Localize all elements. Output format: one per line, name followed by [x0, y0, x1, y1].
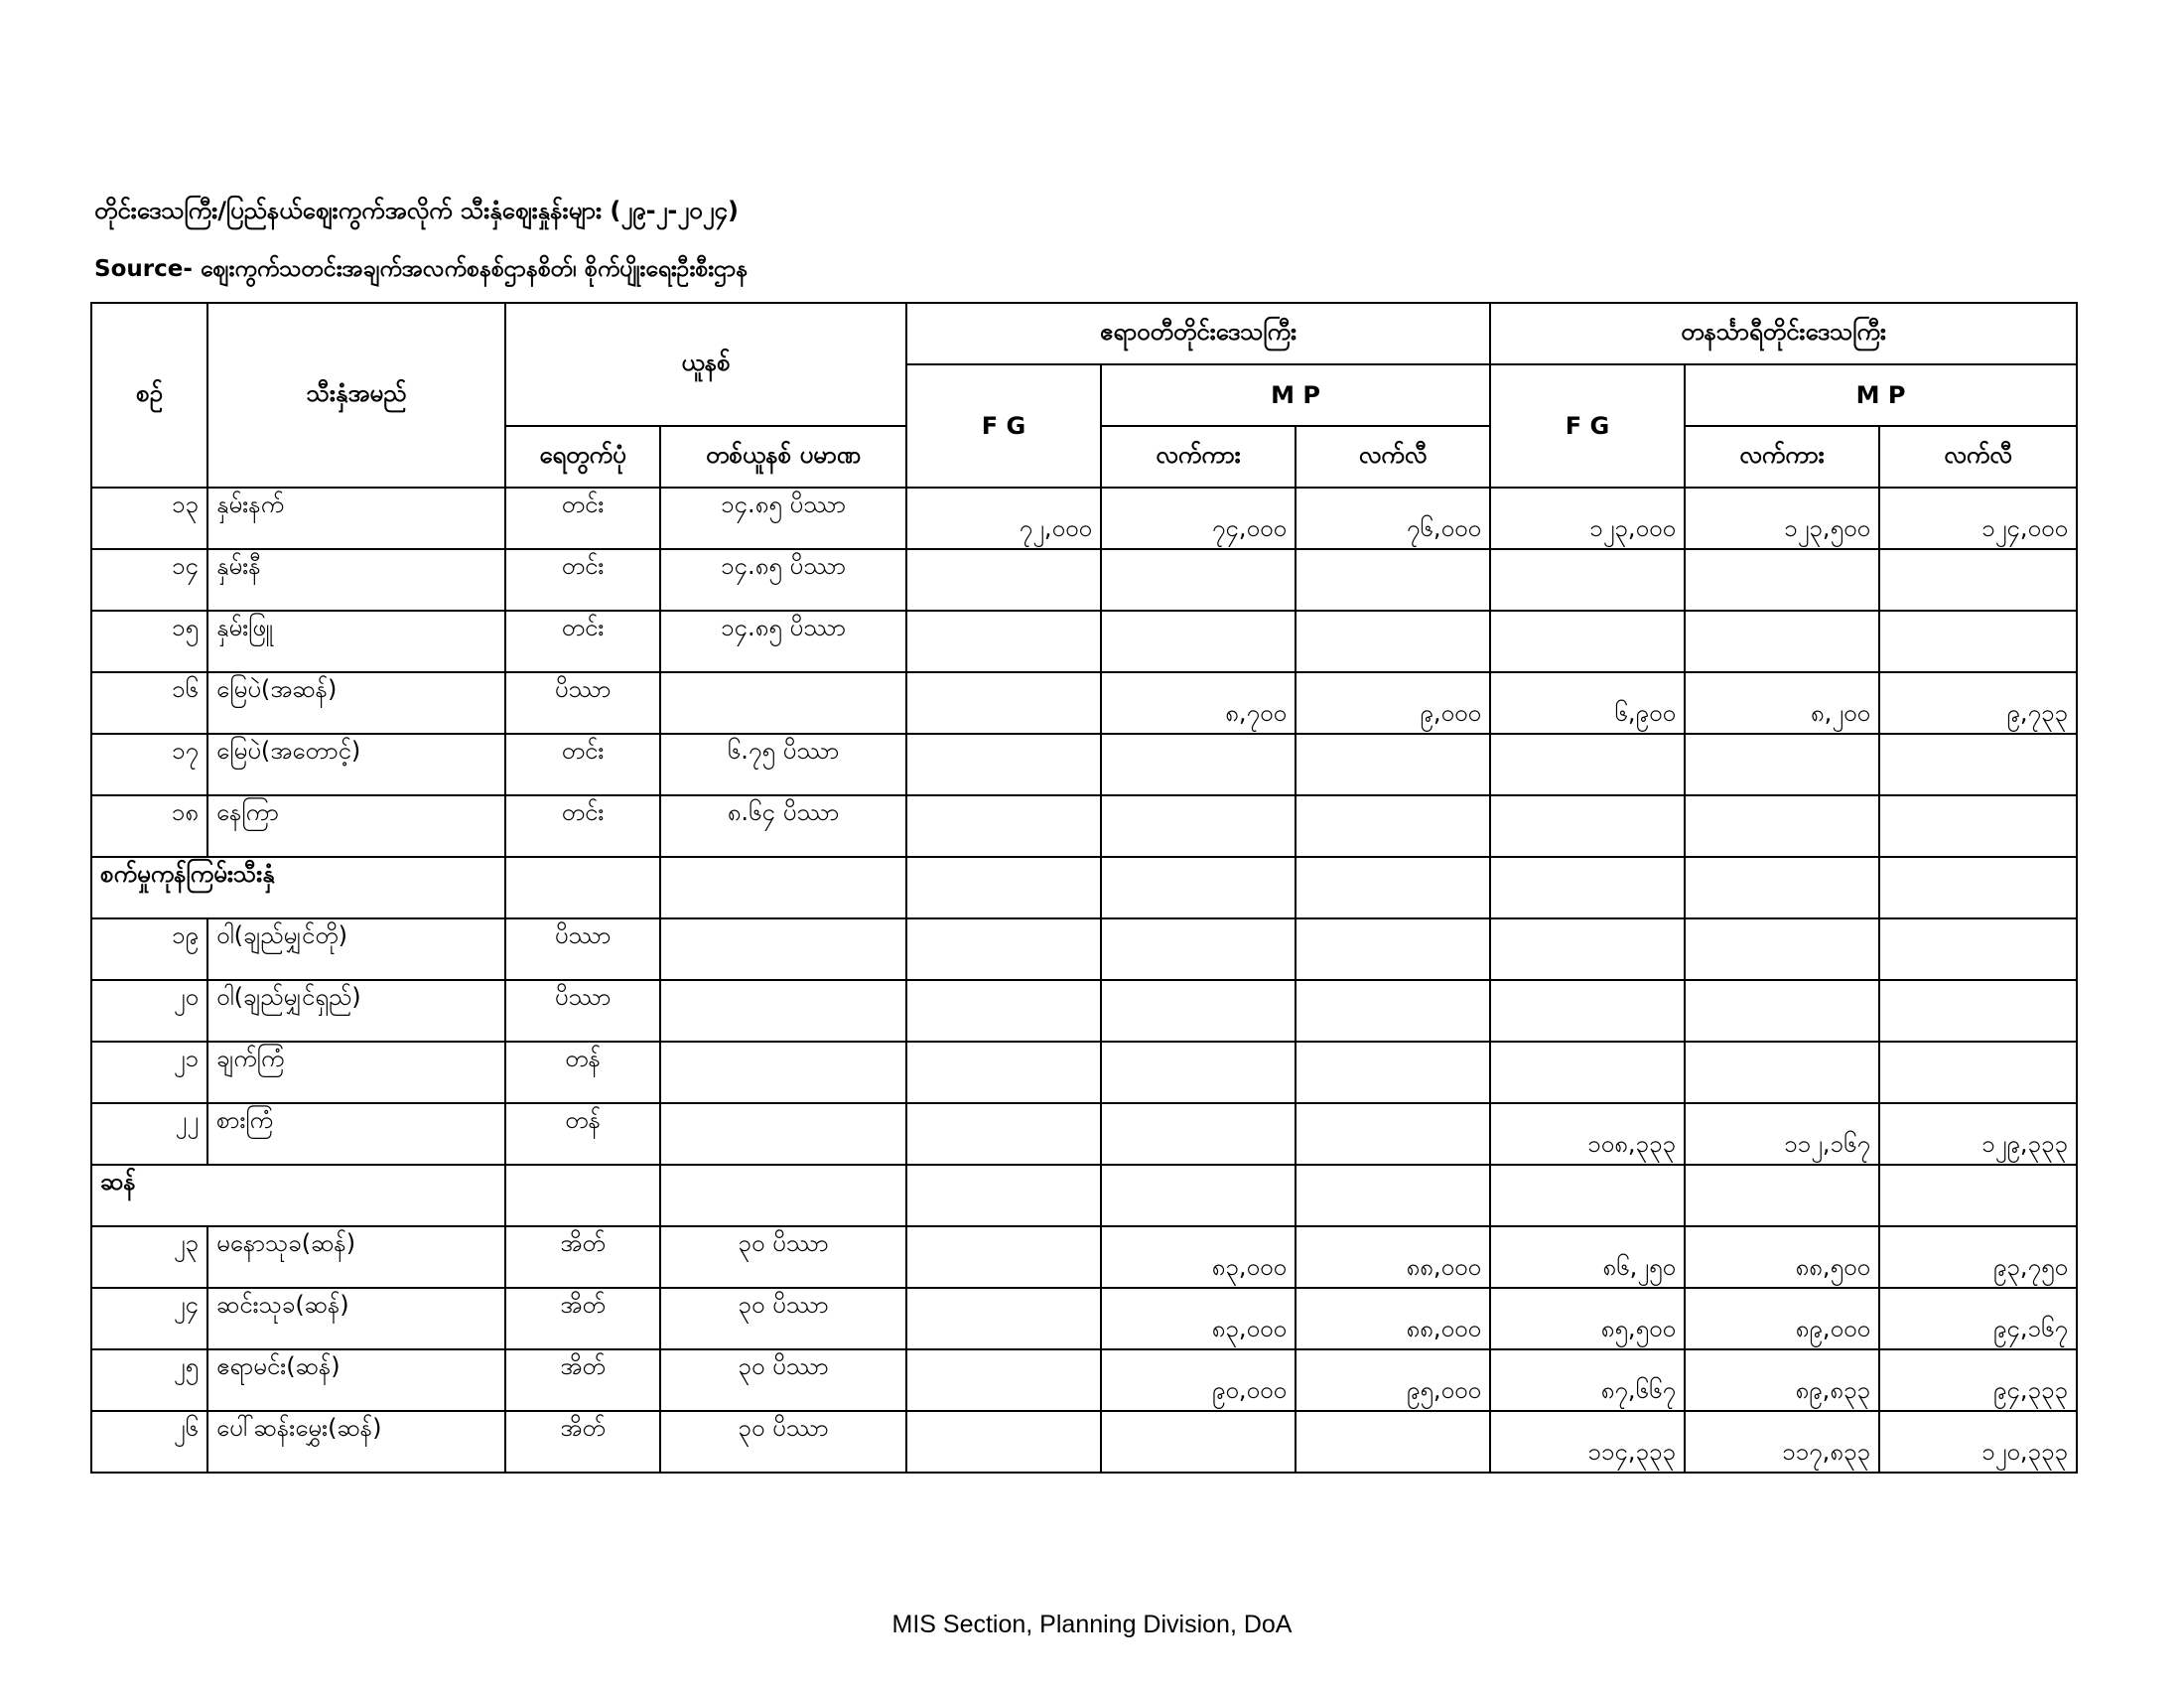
price-fg-region1 — [906, 918, 1101, 980]
price-fg-region1 — [906, 549, 1101, 611]
price-fg-region2 — [1490, 734, 1685, 795]
header-mp-region1: M P — [1101, 364, 1490, 426]
row-crop-name: ပေါ်ဆန်းမွှေး(ဆန်) — [207, 1411, 505, 1473]
row-crop-name: မြေပဲ(အဆန်) — [207, 672, 505, 734]
row-unit-weight: ၈.၆၄ ပိဿာ — [660, 795, 906, 857]
price-retail-region2 — [1879, 918, 2077, 980]
header-retail-region2: လက်လီ — [1879, 426, 2077, 488]
price-retail-region2: ၉၄,၁၆၇ — [1879, 1288, 2077, 1349]
row-crop-name: ဧရာမင်း(ဆန်) — [207, 1349, 505, 1411]
row-market-unit: တန် — [505, 1042, 660, 1103]
price-fg-region2: ၈၅,၅၀၀ — [1490, 1288, 1685, 1349]
header-mp-region2: M P — [1685, 364, 2077, 426]
price-fg-region1 — [906, 795, 1101, 857]
row-market-unit: အိတ် — [505, 1349, 660, 1411]
price-wholesale-region2: ၈၉,၈၃၃ — [1685, 1349, 1879, 1411]
price-fg-region1 — [906, 1349, 1101, 1411]
price-retail-region2: ၁၂၄,၀၀၀ — [1879, 488, 2077, 549]
row-market-unit: တင်း — [505, 734, 660, 795]
row-sn: ၁၃ — [91, 488, 207, 549]
row-crop-name: နှမ်းနက် — [207, 488, 505, 549]
price-wholesale-region1 — [1101, 1042, 1296, 1103]
price-retail-region1 — [1296, 1103, 1490, 1165]
row-crop-name: နှမ်းဖြူ — [207, 611, 505, 672]
row-market-unit: တင်း — [505, 488, 660, 549]
row-sn: ၁၆ — [91, 672, 207, 734]
price-fg-region2 — [1490, 795, 1685, 857]
section-label: ဆန် — [91, 1165, 505, 1226]
price-fg-region1 — [906, 1042, 1101, 1103]
row-crop-name: နှမ်းနီ — [207, 549, 505, 611]
row-unit-weight: ၃၀ ပိဿာ — [660, 1349, 906, 1411]
row-crop-name: မနောသုခ(ဆန်) — [207, 1226, 505, 1288]
empty-cell — [1879, 857, 2077, 918]
row-crop-name: စားကြံ — [207, 1103, 505, 1165]
price-fg-region1 — [906, 980, 1101, 1042]
table-row — [91, 734, 2077, 795]
price-retail-region1 — [1296, 1411, 1490, 1473]
price-retail-region1: ၉၅,၀၀၀ — [1296, 1349, 1490, 1411]
price-wholesale-region2 — [1685, 549, 1879, 611]
price-wholesale-region2: ၁၁၇,၈၃၃ — [1685, 1411, 1879, 1473]
price-wholesale-region2: ၈၉,၀၀၀ — [1685, 1288, 1879, 1349]
header-unit-weight: တစ်ယူနစ် ပမာဏ — [660, 426, 906, 488]
table-row — [91, 1411, 2077, 1473]
row-unit-weight: ၃၀ ပိဿာ — [660, 1411, 906, 1473]
price-fg-region2: ၈၆,၂၅၀ — [1490, 1226, 1685, 1288]
source-line: Source- ဈေးကွက်သတင်းအချက်အလက်စနစ်ဌာနစိတ်၊ စိုက်ပျိုးရေးဦးစီးဌာန — [94, 256, 749, 282]
price-fg-region1 — [906, 611, 1101, 672]
section-label: စက်မှုကုန်ကြမ်းသီးနှံ — [91, 857, 505, 918]
price-retail-region2 — [1879, 549, 2077, 611]
empty-cell — [1296, 857, 1490, 918]
row-sn: ၂၁ — [91, 1042, 207, 1103]
header-region-tanintharyi: တနင်္သာရီတိုင်းဒေသကြီး — [1490, 303, 2077, 364]
table-row — [91, 1349, 2077, 1411]
price-retail-region1 — [1296, 795, 1490, 857]
price-fg-region2 — [1490, 1042, 1685, 1103]
price-retail-region1 — [1296, 611, 1490, 672]
price-retail-region1 — [1296, 918, 1490, 980]
table-row — [91, 1226, 2077, 1288]
table-row — [91, 672, 2077, 734]
row-sn: ၂၂ — [91, 1103, 207, 1165]
empty-cell — [1101, 1165, 1296, 1226]
price-retail-region1 — [1296, 980, 1490, 1042]
row-unit-weight: ၃၀ ပိဿာ — [660, 1288, 906, 1349]
row-unit-weight — [660, 980, 906, 1042]
row-market-unit: တင်း — [505, 795, 660, 857]
row-market-unit: ပိဿာ — [505, 918, 660, 980]
row-market-unit: အိတ် — [505, 1226, 660, 1288]
price-retail-region1 — [1296, 1042, 1490, 1103]
row-crop-name: ချက်ကြံ — [207, 1042, 505, 1103]
price-wholesale-region2: ၁၂၃,၅၀၀ — [1685, 488, 1879, 549]
section-row — [91, 857, 2077, 918]
empty-cell — [1101, 857, 1296, 918]
price-wholesale-region1: ၇၄,၀၀၀ — [1101, 488, 1296, 549]
price-wholesale-region1 — [1101, 1411, 1296, 1473]
row-unit-weight — [660, 1042, 906, 1103]
header-crop-name: သီးနှံအမည် — [207, 303, 505, 488]
price-wholesale-region1 — [1101, 611, 1296, 672]
row-market-unit: ပိဿာ — [505, 672, 660, 734]
row-unit-weight: ၁၄.၈၅ ပိဿာ — [660, 488, 906, 549]
price-wholesale-region1: ၈၃,၀၀၀ — [1101, 1226, 1296, 1288]
price-fg-region1 — [906, 1103, 1101, 1165]
row-unit-weight — [660, 672, 906, 734]
header-retail-region1: လက်လီ — [1296, 426, 1490, 488]
row-sn: ၂၅ — [91, 1349, 207, 1411]
price-retail-region1: ၈၈,၀၀၀ — [1296, 1288, 1490, 1349]
price-fg-region2: ၁၁၄,၃၃၃ — [1490, 1411, 1685, 1473]
price-wholesale-region1 — [1101, 795, 1296, 857]
price-wholesale-region1 — [1101, 918, 1296, 980]
table-row — [91, 795, 2077, 857]
price-fg-region1: ၇၂,၀၀၀ — [906, 488, 1101, 549]
price-retail-region2 — [1879, 1042, 2077, 1103]
price-fg-region1 — [906, 672, 1101, 734]
price-fg-region2 — [1490, 549, 1685, 611]
price-retail-region1: ၈၈,၀၀၀ — [1296, 1226, 1490, 1288]
price-retail-region2: ၁၂၀,၃၃၃ — [1879, 1411, 2077, 1473]
price-fg-region2: ၆,၉၀၀ — [1490, 672, 1685, 734]
price-table — [90, 302, 2078, 1474]
empty-cell — [1685, 1165, 1879, 1226]
table-row — [91, 918, 2077, 980]
row-crop-name: ဝါ(ချည်မျှင်ရှည်) — [207, 980, 505, 1042]
row-sn: ၂၀ — [91, 980, 207, 1042]
table-row — [91, 980, 2077, 1042]
empty-cell — [505, 857, 660, 918]
price-retail-region1 — [1296, 734, 1490, 795]
price-wholesale-region1: ၈,၇၀၀ — [1101, 672, 1296, 734]
header-fg-region2: F G — [1490, 364, 1685, 488]
price-fg-region2: ၈၇,၆၆၇ — [1490, 1349, 1685, 1411]
price-retail-region2: ၉၃,၇၅၀ — [1879, 1226, 2077, 1288]
row-sn: ၁၄ — [91, 549, 207, 611]
price-fg-region2 — [1490, 918, 1685, 980]
empty-cell — [1490, 857, 1685, 918]
price-wholesale-region1 — [1101, 1103, 1296, 1165]
price-wholesale-region2: ၈၈,၅၀၀ — [1685, 1226, 1879, 1288]
price-fg-region1 — [906, 734, 1101, 795]
row-unit-weight: ၁၄.၈၅ ပိဿာ — [660, 549, 906, 611]
row-sn: ၂၃ — [91, 1226, 207, 1288]
price-retail-region1 — [1296, 549, 1490, 611]
empty-cell — [660, 1165, 906, 1226]
price-wholesale-region2: ၈,၂၀၀ — [1685, 672, 1879, 734]
price-retail-region2 — [1879, 611, 2077, 672]
price-wholesale-region1 — [1101, 980, 1296, 1042]
row-sn: ၂၆ — [91, 1411, 207, 1473]
row-market-unit: အိတ် — [505, 1411, 660, 1473]
price-fg-region1 — [906, 1226, 1101, 1288]
header-region-ayeyarwady: ဧရာဝတီတိုင်းဒေသကြီး — [906, 303, 1490, 364]
header-wholesale-region1: လက်ကား — [1101, 426, 1296, 488]
price-fg-region2: ၁၂၃,၀၀၀ — [1490, 488, 1685, 549]
header-wholesale-region2: လက်ကား — [1685, 426, 1879, 488]
empty-cell — [1685, 857, 1879, 918]
table-row — [91, 1288, 2077, 1349]
price-wholesale-region1: ၉၀,၀၀၀ — [1101, 1349, 1296, 1411]
row-crop-name: ဝါ(ချည်မျှင်တို) — [207, 918, 505, 980]
price-wholesale-region2 — [1685, 980, 1879, 1042]
price-wholesale-region1: ၈၃,၀၀၀ — [1101, 1288, 1296, 1349]
table-row — [91, 549, 2077, 611]
row-crop-name: ဆင်းသုခ(ဆန်) — [207, 1288, 505, 1349]
table-body — [91, 488, 2077, 1473]
row-sn: ၁၅ — [91, 611, 207, 672]
price-wholesale-region2 — [1685, 1042, 1879, 1103]
price-wholesale-region1 — [1101, 734, 1296, 795]
row-unit-weight: ၆.၇၅ ပိဿာ — [660, 734, 906, 795]
empty-cell — [660, 857, 906, 918]
row-sn: ၁၈ — [91, 795, 207, 857]
row-crop-name: နေကြာ — [207, 795, 505, 857]
price-wholesale-region1 — [1101, 549, 1296, 611]
table-row — [91, 611, 2077, 672]
empty-cell — [1879, 1165, 2077, 1226]
price-wholesale-region2 — [1685, 918, 1879, 980]
price-fg-region2: ၁၀၈,၃၃၃ — [1490, 1103, 1685, 1165]
price-wholesale-region2 — [1685, 795, 1879, 857]
row-market-unit: တန် — [505, 1103, 660, 1165]
row-unit-weight: ၁၄.၈၅ ပိဿာ — [660, 611, 906, 672]
header-unit-group: ယူနစ် — [505, 303, 906, 426]
empty-cell — [1490, 1165, 1685, 1226]
empty-cell — [906, 1165, 1101, 1226]
price-fg-region2 — [1490, 611, 1685, 672]
price-retail-region2 — [1879, 795, 2077, 857]
price-retail-region2 — [1879, 980, 2077, 1042]
price-retail-region2: ၁၂၉,၃၃၃ — [1879, 1103, 2077, 1165]
footer: MIS Section, Planning Division, DoA — [891, 1611, 1293, 1638]
price-wholesale-region2: ၁၁၂,၁၆၇ — [1685, 1103, 1879, 1165]
row-sn: ၂၄ — [91, 1288, 207, 1349]
table-row — [91, 1042, 2077, 1103]
row-market-unit: တင်း — [505, 611, 660, 672]
price-retail-region1: ၉,၀၀၀ — [1296, 672, 1490, 734]
row-sn: ၁၉ — [91, 918, 207, 980]
price-fg-region1 — [906, 1411, 1101, 1473]
row-unit-weight — [660, 1103, 906, 1165]
price-fg-region1 — [906, 1288, 1101, 1349]
price-retail-region2 — [1879, 734, 2077, 795]
price-retail-region1: ၇၆,၀၀၀ — [1296, 488, 1490, 549]
row-market-unit: တင်း — [505, 549, 660, 611]
header-market-unit: ရေတွက်ပုံ — [505, 426, 660, 488]
row-unit-weight: ၃၀ ပိဿာ — [660, 1226, 906, 1288]
row-crop-name: မြေပဲ(အတောင့်) — [207, 734, 505, 795]
row-sn: ၁၇ — [91, 734, 207, 795]
table-row — [91, 488, 2077, 549]
section-row — [91, 1165, 2077, 1226]
price-wholesale-region2 — [1685, 611, 1879, 672]
empty-cell — [906, 857, 1101, 918]
header-fg-region1: F G — [906, 364, 1101, 488]
price-retail-region2: ၉,၇၃၃ — [1879, 672, 2077, 734]
price-wholesale-region2 — [1685, 734, 1879, 795]
table-row — [91, 1103, 2077, 1165]
header-sn: စဉ် — [91, 303, 207, 488]
row-unit-weight — [660, 918, 906, 980]
row-market-unit: ပိဿာ — [505, 980, 660, 1042]
price-fg-region2 — [1490, 980, 1685, 1042]
empty-cell — [505, 1165, 660, 1226]
price-retail-region2: ၉၄,၃၃၃ — [1879, 1349, 2077, 1411]
empty-cell — [1296, 1165, 1490, 1226]
page-title: တိုင်းဒေသကြီး/ပြည်နယ်ဈေးကွက်အလိုက် သီးနှံဈေးနှုန်းများ (၂၉-၂-၂၀၂၄) — [94, 197, 739, 224]
row-market-unit: အိတ် — [505, 1288, 660, 1349]
